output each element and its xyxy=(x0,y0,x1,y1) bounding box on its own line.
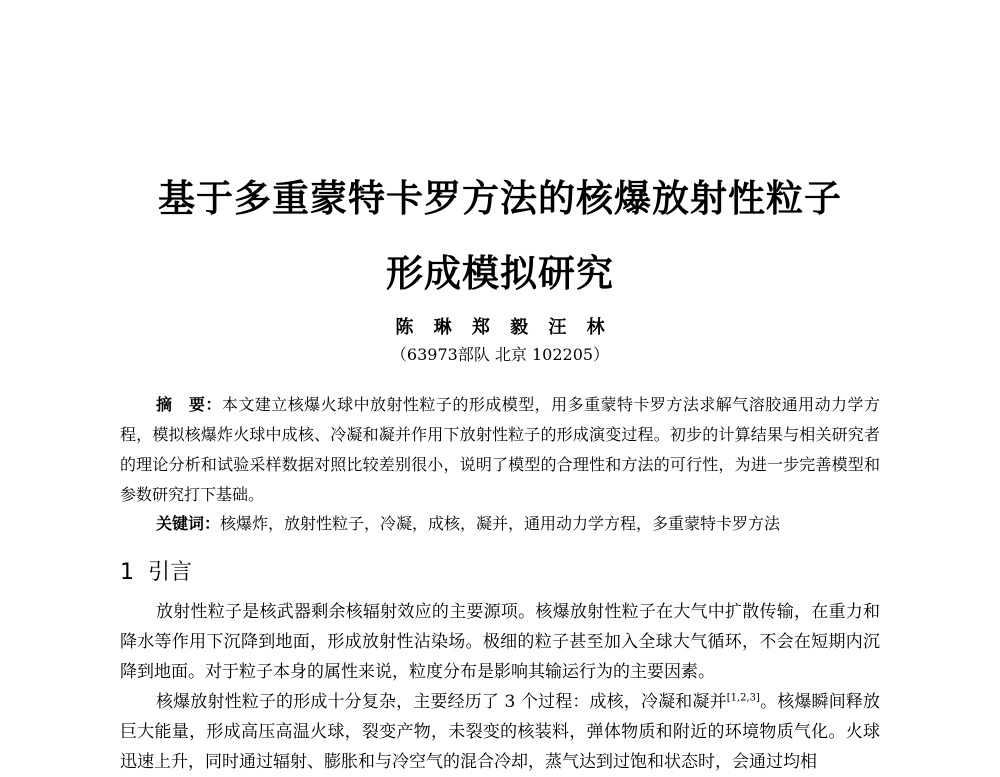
section-number: 1 xyxy=(120,560,134,585)
paragraph-text-part-a: 核爆放射性粒子的形成十分复杂，主要经历了 3 个过程：成核，冷凝和凝并 xyxy=(156,692,727,712)
section-title: 引言 xyxy=(148,560,193,585)
keywords xyxy=(120,509,880,539)
abstract-label: 摘 要： xyxy=(156,395,222,414)
paragraph-text-part-b: 。核爆瞬间释放巨大能量，形成高压高温火球，裂变产物，未裂变的核装料，弹体物质和附近的环境物质气化。火球迅速上升，同时通过辐射、膨胀和与冷空气的混合冷却，蒸气达到过饱和状态时，会通过均相 xyxy=(120,692,880,772)
abstract xyxy=(120,390,880,510)
author-list: 陈 琳 郑 毅 汪 林 xyxy=(395,317,605,338)
section-body xyxy=(120,597,880,777)
body-paragraph-2 xyxy=(120,687,880,777)
citation-reference: [1,2,3] xyxy=(726,692,760,704)
paper-title-line-2: 形成模拟研究 xyxy=(386,251,614,295)
abstract-text: 本文建立核爆火球中放射性粒子的形成模型，用多重蒙特卡罗方法求解气溶胶通用动力学方程，模拟核爆炸火球中成核、冷凝和凝并作用下放射性粒子的形成演变过程。初步的计算结果与相关研究者的理论分析和试验采样数据对照比较差别很小，说明了模型的合理性和方法的可行性，为进一步完善模型和参数研究打下基础。 xyxy=(120,395,880,504)
paper-title-line-1: 基于多重蒙特卡罗方法的核爆放射性粒子 xyxy=(158,176,842,220)
section-heading xyxy=(120,555,192,586)
keywords-label: 关键词： xyxy=(156,514,221,533)
author-affiliation: （63973部队 北京 102205） xyxy=(390,345,610,364)
paragraph-text: 放射性粒子是核武器剩余核辐射效应的主要源项。核爆放射性粒子在大气中扩散传输，在重力和降水等作用下沉降到地面，形成放射性沾染场。极细的粒子甚至加入全球大气循环，不会在短期内沉降到地面。对于粒子本身的属性来说，粒度分布是影响其输运行为的主要因素。 xyxy=(120,602,880,682)
keywords-text: 核爆炸，放射性粒子，冷凝，成核，凝并，通用动力学方程，多重蒙特卡罗方法 xyxy=(220,514,781,533)
body-paragraph-1 xyxy=(120,597,880,687)
